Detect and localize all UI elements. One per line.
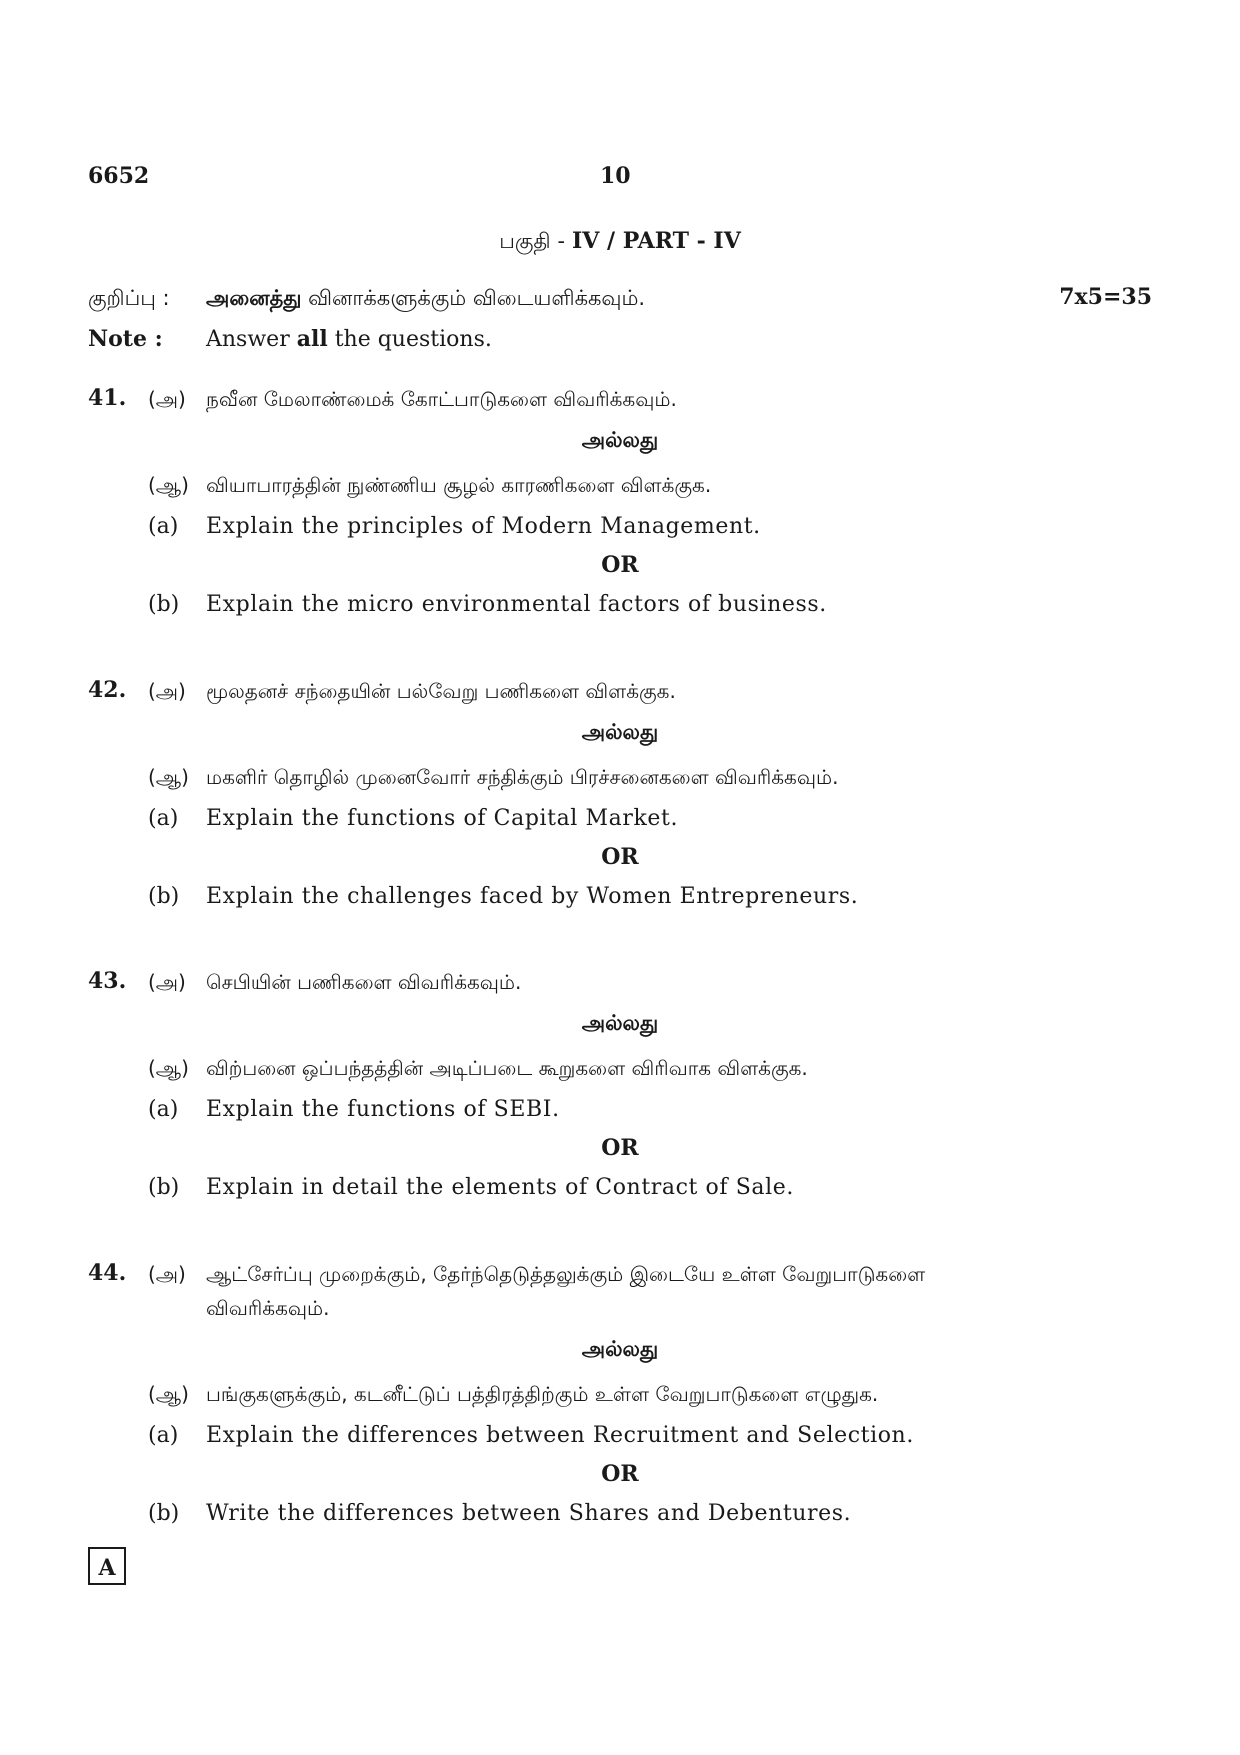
note-label-en: Note :	[88, 326, 163, 352]
or-ta: அல்லது	[581, 428, 659, 452]
option-a-ta-text: மூலதனச் சந்தையின் பல்வேறு பணிகளை விளக்குக.	[206, 679, 676, 703]
option-b-ta-text: மகளிர் தொழில் முனைவோர் சந்திக்கும் பிரச்சனைகளை விவரிக்கவும்.	[206, 765, 839, 789]
option-a-ta-label: (அ)	[148, 1262, 186, 1286]
part-heading	[0, 228, 1240, 256]
page-number: 10	[600, 163, 631, 189]
option-a-text: Explain the functions of Capital Market.	[206, 806, 679, 831]
option-a-ta-text: செபியின் பணிகளை விவரிக்கவும்.	[206, 970, 522, 994]
or-ta: அல்லது	[581, 720, 659, 744]
question-number: 42.	[88, 677, 127, 703]
note-text-en-pre: Answer	[206, 327, 297, 352]
or-en: OR	[601, 1135, 639, 1161]
option-a-ta-text: நவீன மேலாண்மைக் கோட்பாடுகளை விவரிக்கவும்.	[206, 387, 677, 411]
option-a-ta-label: (அ)	[148, 970, 186, 994]
question-number: 41.	[88, 385, 127, 411]
option-a-ta-label: (அ)	[148, 679, 186, 703]
question-number: 43.	[88, 968, 127, 994]
option-a-label: (a)	[148, 1423, 179, 1448]
option-a-label: (a)	[148, 806, 179, 831]
or-ta: அல்லது	[581, 1011, 659, 1035]
option-a-label: (a)	[148, 1097, 179, 1122]
note-english	[88, 326, 492, 352]
part-heading-en: IV / PART - IV	[571, 228, 741, 254]
paper-code: 6652	[88, 163, 150, 189]
option-b-ta-label: (ஆ)	[148, 473, 189, 497]
option-b-ta-text: பங்குகளுக்கும், கடனீட்டுப் பத்திரத்திற்கும் உள்ள வேறுபாடுகளை எழுதுக.	[206, 1382, 879, 1406]
option-b-text: Explain the micro environmental factors of business.	[206, 592, 827, 617]
version-box: A	[88, 1547, 126, 1585]
option-b-text: Explain in detail the elements of Contract of Sale.	[206, 1175, 794, 1200]
option-a-text: Explain the functions of SEBI.	[206, 1097, 560, 1122]
or-en: OR	[601, 844, 639, 870]
option-b-label: (b)	[148, 1501, 180, 1526]
note-text-en-bold: all	[296, 326, 328, 352]
option-a-ta-text-cont: விவரிக்கவும்.	[206, 1296, 330, 1320]
marks-scheme: 7x5=35	[1059, 284, 1152, 310]
or-en: OR	[601, 1461, 639, 1487]
note-text-en-post: the questions.	[327, 327, 492, 352]
option-b-label: (b)	[148, 884, 180, 909]
option-b-ta-label: (ஆ)	[148, 1382, 189, 1406]
option-b-label: (b)	[148, 592, 180, 617]
option-b-ta-text: விற்பனை ஒப்பந்தத்தின் அடிப்படை கூறுகளை விரிவாக விளக்குக.	[206, 1056, 808, 1080]
option-b-text: Explain the challenges faced by Women Entrepreneurs.	[206, 884, 859, 909]
option-a-text: Explain the principles of Modern Management.	[206, 514, 761, 539]
option-b-ta-label: (ஆ)	[148, 765, 189, 789]
note-bold-ta: அனைத்து	[206, 286, 302, 310]
note-tamil	[88, 286, 645, 313]
option-b-text: Write the differences between Shares and Debentures.	[206, 1501, 852, 1526]
note-label-ta: குறிப்பு :	[88, 286, 170, 310]
or-en: OR	[601, 552, 639, 578]
option-a-ta-label: (அ)	[148, 387, 186, 411]
question-number: 44.	[88, 1260, 127, 1286]
part-heading-sep: -	[550, 229, 572, 254]
part-heading-ta: பகுதி	[499, 229, 551, 253]
option-a-label: (a)	[148, 514, 179, 539]
option-b-ta-label: (ஆ)	[148, 1056, 189, 1080]
option-a-text: Explain the differences between Recruitment and Selection.	[206, 1423, 914, 1448]
option-b-ta-text: வியாபாரத்தின் நுண்ணிய சூழல் காரணிகளை விளக்குக.	[206, 473, 712, 497]
note-text-ta: வினாக்களுக்கும் விடையளிக்கவும்.	[301, 286, 646, 310]
option-b-label: (b)	[148, 1175, 180, 1200]
option-a-ta-text: ஆட்சேர்ப்பு முறைக்கும், தேர்ந்தெடுத்தலுக்கும் இடையே உள்ள வேறுபாடுகளை	[206, 1262, 926, 1286]
or-ta: அல்லது	[581, 1337, 659, 1361]
